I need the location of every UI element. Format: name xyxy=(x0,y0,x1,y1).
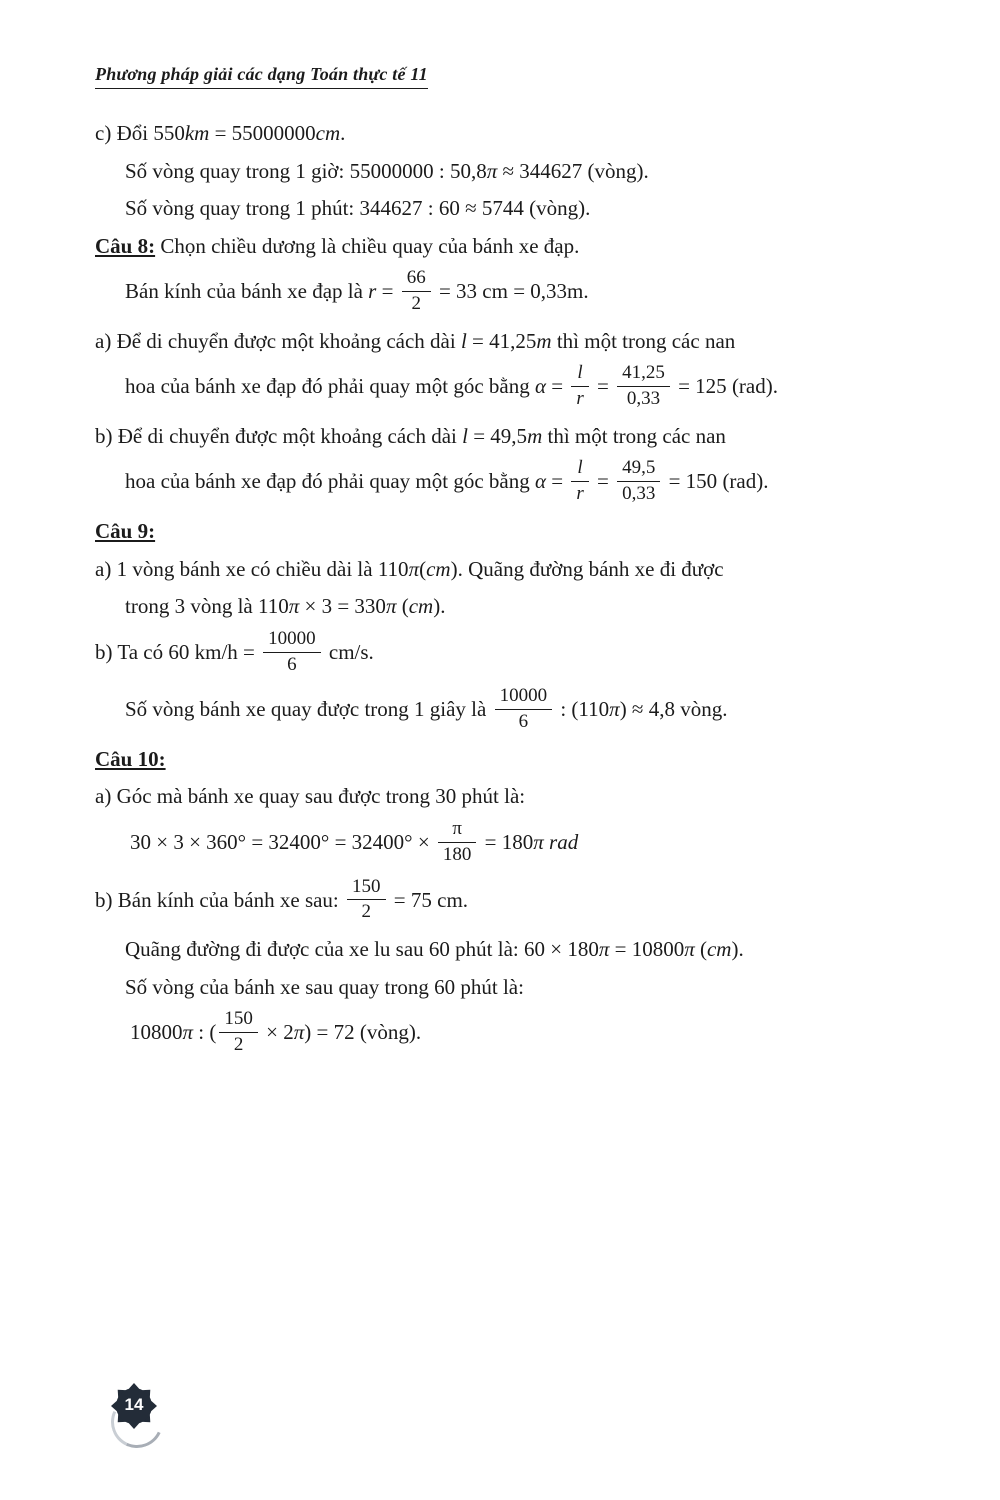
fraction xyxy=(617,362,670,411)
math-run: 10800 xyxy=(130,1020,183,1045)
math-run: ) = 72 xyxy=(304,1020,355,1045)
text-run: Bán kính của bánh xe đạp là xyxy=(125,279,369,304)
text-run: Số vòng của bánh xe sau quay trong 60 phút là: xyxy=(125,974,524,999)
text-run: Quãng đường bánh xe đi được xyxy=(462,556,724,581)
fraction-denominator: r xyxy=(576,483,584,505)
math-variable: r xyxy=(368,279,377,304)
content-line xyxy=(95,553,920,586)
content-line xyxy=(95,743,920,776)
fraction-numerator: 150 xyxy=(219,1008,258,1033)
content-line xyxy=(95,457,920,510)
content-line xyxy=(95,685,920,738)
fraction-numerator: π xyxy=(438,818,477,843)
math-run: ) ≈ 4,8 xyxy=(619,697,675,722)
math-run: = 33 cm = 0,33m. xyxy=(433,279,589,304)
text-run: Quãng đường đi được của xe lu sau 60 phút là: xyxy=(125,937,524,962)
fraction xyxy=(495,685,553,734)
text-run: km/h xyxy=(189,639,244,664)
fraction-numerator: 66 xyxy=(402,267,431,292)
text-run: (rad). xyxy=(717,469,769,494)
math-run: × 2 xyxy=(260,1020,294,1045)
text-run: (vòng). xyxy=(354,1020,422,1045)
text-run: Số vòng quay trong 1 giờ: xyxy=(125,158,350,183)
math-variable: cm xyxy=(426,556,451,581)
content-line xyxy=(95,590,920,623)
text-run: thì một trong các nan xyxy=(551,328,736,353)
math-run: ( xyxy=(396,594,409,619)
math-run: ). xyxy=(450,556,463,581)
fraction xyxy=(219,1008,258,1057)
math-run: ). xyxy=(731,937,744,962)
text-run: Số vòng bánh xe quay được trong 1 giây là xyxy=(125,697,492,722)
fraction-denominator: 2 xyxy=(411,292,421,314)
math-run: : (110 xyxy=(555,697,610,722)
math-variable: π xyxy=(486,158,498,183)
content-line xyxy=(95,362,920,415)
fraction-denominator: r xyxy=(576,388,584,410)
math-run: = 49,5 xyxy=(467,423,528,448)
math-run: 550 xyxy=(153,121,185,145)
math-run: ( xyxy=(694,937,707,962)
content-line xyxy=(95,267,920,320)
fraction-numerator: 10000 xyxy=(495,685,553,710)
math-run: 30 × 3 × 360° = 32400° = 32400° × xyxy=(130,830,435,855)
content-line xyxy=(95,155,920,188)
math-run: 344627 : 60 ≈ 5744 xyxy=(359,196,524,221)
content-line xyxy=(95,933,920,966)
text-run: trong 3 vòng là xyxy=(125,594,258,619)
fraction-denominator: 6 xyxy=(287,653,297,675)
fraction xyxy=(571,457,588,506)
math-variable: π xyxy=(408,556,420,581)
math-variable: cm xyxy=(408,594,434,619)
content-line xyxy=(95,515,920,548)
page-number-badge xyxy=(106,1382,162,1444)
math-variable: π rad xyxy=(533,830,579,855)
fraction-denominator: 2 xyxy=(361,901,372,923)
content-line xyxy=(95,876,920,929)
math-variable: α xyxy=(534,469,546,494)
text-run: a) Góc mà bánh xe quay sau được trong 30 phút là: xyxy=(95,784,526,809)
fraction xyxy=(263,628,321,677)
document-content xyxy=(95,112,920,1066)
fraction-denominator: 180 xyxy=(442,843,472,865)
math-run: = xyxy=(243,639,261,664)
math-variable: π xyxy=(182,1020,194,1045)
content-line xyxy=(95,325,920,358)
math-run: 110 xyxy=(257,594,289,619)
text-run: vòng. xyxy=(674,697,728,722)
content-line xyxy=(95,420,920,453)
math-run: = 150 xyxy=(663,469,718,494)
text-run: (rad). xyxy=(726,374,778,399)
text-run: (vòng). xyxy=(582,158,649,183)
fraction-numerator: 10000 xyxy=(263,628,321,653)
math-run: ). xyxy=(433,594,446,619)
content-line xyxy=(95,1008,920,1061)
header-title: Phương pháp giải các dạng Toán thực tế 11 xyxy=(95,64,428,84)
math-run: = xyxy=(546,469,569,494)
fraction-numerator: 150 xyxy=(347,876,386,901)
math-run: = 10800 xyxy=(609,937,685,962)
fraction-denominator: 0,33 xyxy=(622,483,656,505)
math-variable: π xyxy=(293,1020,305,1045)
content-line xyxy=(95,230,920,263)
page-number: 14 xyxy=(124,1395,144,1414)
content-line xyxy=(95,117,920,150)
text-run: hoa của bánh xe đạp đó phải quay một góc bằng xyxy=(125,469,535,494)
fraction-numerator: l xyxy=(571,457,588,482)
text-run: a) Để di chuyển được một khoảng cách dài xyxy=(95,328,461,353)
math-run: = 41,25 xyxy=(466,328,537,353)
fraction-numerator: l xyxy=(571,362,588,387)
fraction-denominator: 6 xyxy=(518,711,529,733)
math-run: ≈ 344627 xyxy=(497,158,583,183)
math-variable: cm xyxy=(706,937,732,962)
math-variable: π xyxy=(385,594,397,619)
text-run: Số vòng quay trong 1 phút: xyxy=(125,196,360,221)
content-line xyxy=(95,818,920,871)
math-run: . xyxy=(340,121,346,145)
content-line xyxy=(95,192,920,225)
math-run: = xyxy=(546,374,569,399)
text-run: cm. xyxy=(431,887,469,912)
fraction-numerator: 49,5 xyxy=(617,457,660,482)
math-run: 60 × 180 xyxy=(523,937,599,962)
math-run: ( xyxy=(419,556,427,581)
fraction-numerator: 41,25 xyxy=(617,362,670,387)
math-run: = 180 xyxy=(479,830,534,855)
fraction xyxy=(438,818,477,867)
math-variable: α xyxy=(534,374,546,399)
content-line xyxy=(95,971,920,1004)
question-heading: Câu 8: xyxy=(95,233,156,258)
math-run: = xyxy=(376,279,399,304)
fraction xyxy=(347,876,386,925)
text-run: hoa của bánh xe đạp đó phải quay một góc bằng xyxy=(125,374,535,399)
text-run: cm/s. xyxy=(323,639,374,664)
math-variable: l xyxy=(460,328,467,353)
math-variable: cm xyxy=(315,121,341,145)
math-run: = 75 xyxy=(388,887,432,912)
text-run: Chọn chiều dương là chiều quay của bánh xe đạp. xyxy=(155,233,580,258)
math-variable: π xyxy=(598,937,610,962)
fraction-denominator: 2 xyxy=(233,1034,244,1056)
text-run: a) 1 vòng bánh xe có chiều dài là xyxy=(95,556,378,581)
page-header xyxy=(95,64,428,89)
math-run: = 55000000 xyxy=(209,121,316,145)
math-run: 60 xyxy=(168,639,190,664)
math-variable: m xyxy=(527,423,543,448)
math-variable: km xyxy=(184,121,210,145)
question-heading: Câu 10: xyxy=(95,746,166,771)
fraction-denominator: 0,33 xyxy=(626,388,661,410)
content-line xyxy=(95,780,920,813)
text-run: b) Ta có xyxy=(95,639,169,664)
fraction xyxy=(402,267,431,316)
math-run: 110 xyxy=(377,556,409,581)
math-run: × 3 = 330 xyxy=(299,594,386,619)
question-heading: Câu 9: xyxy=(95,519,156,544)
text-run: (vòng). xyxy=(523,196,591,221)
math-variable: π xyxy=(684,937,695,962)
math-variable: l xyxy=(462,423,468,448)
fraction xyxy=(571,362,588,411)
text-run: b) Để di chuyển được một khoảng cách dài xyxy=(95,423,463,448)
math-run: = xyxy=(591,374,615,399)
text-run: thì một trong các nan xyxy=(542,423,726,448)
math-variable: m xyxy=(536,328,552,353)
math-run: = 125 xyxy=(672,374,727,399)
fraction xyxy=(617,457,660,506)
text-run: b) Bán kính của bánh xe sau: xyxy=(95,887,345,912)
math-run: : ( xyxy=(193,1020,217,1045)
math-run: 55000000 : 50,8 xyxy=(349,158,487,183)
math-variable: π xyxy=(609,697,620,722)
math-run: = xyxy=(591,469,615,494)
text-run: c) Đổi xyxy=(95,121,154,145)
content-line xyxy=(95,628,920,681)
math-variable: π xyxy=(288,594,300,619)
